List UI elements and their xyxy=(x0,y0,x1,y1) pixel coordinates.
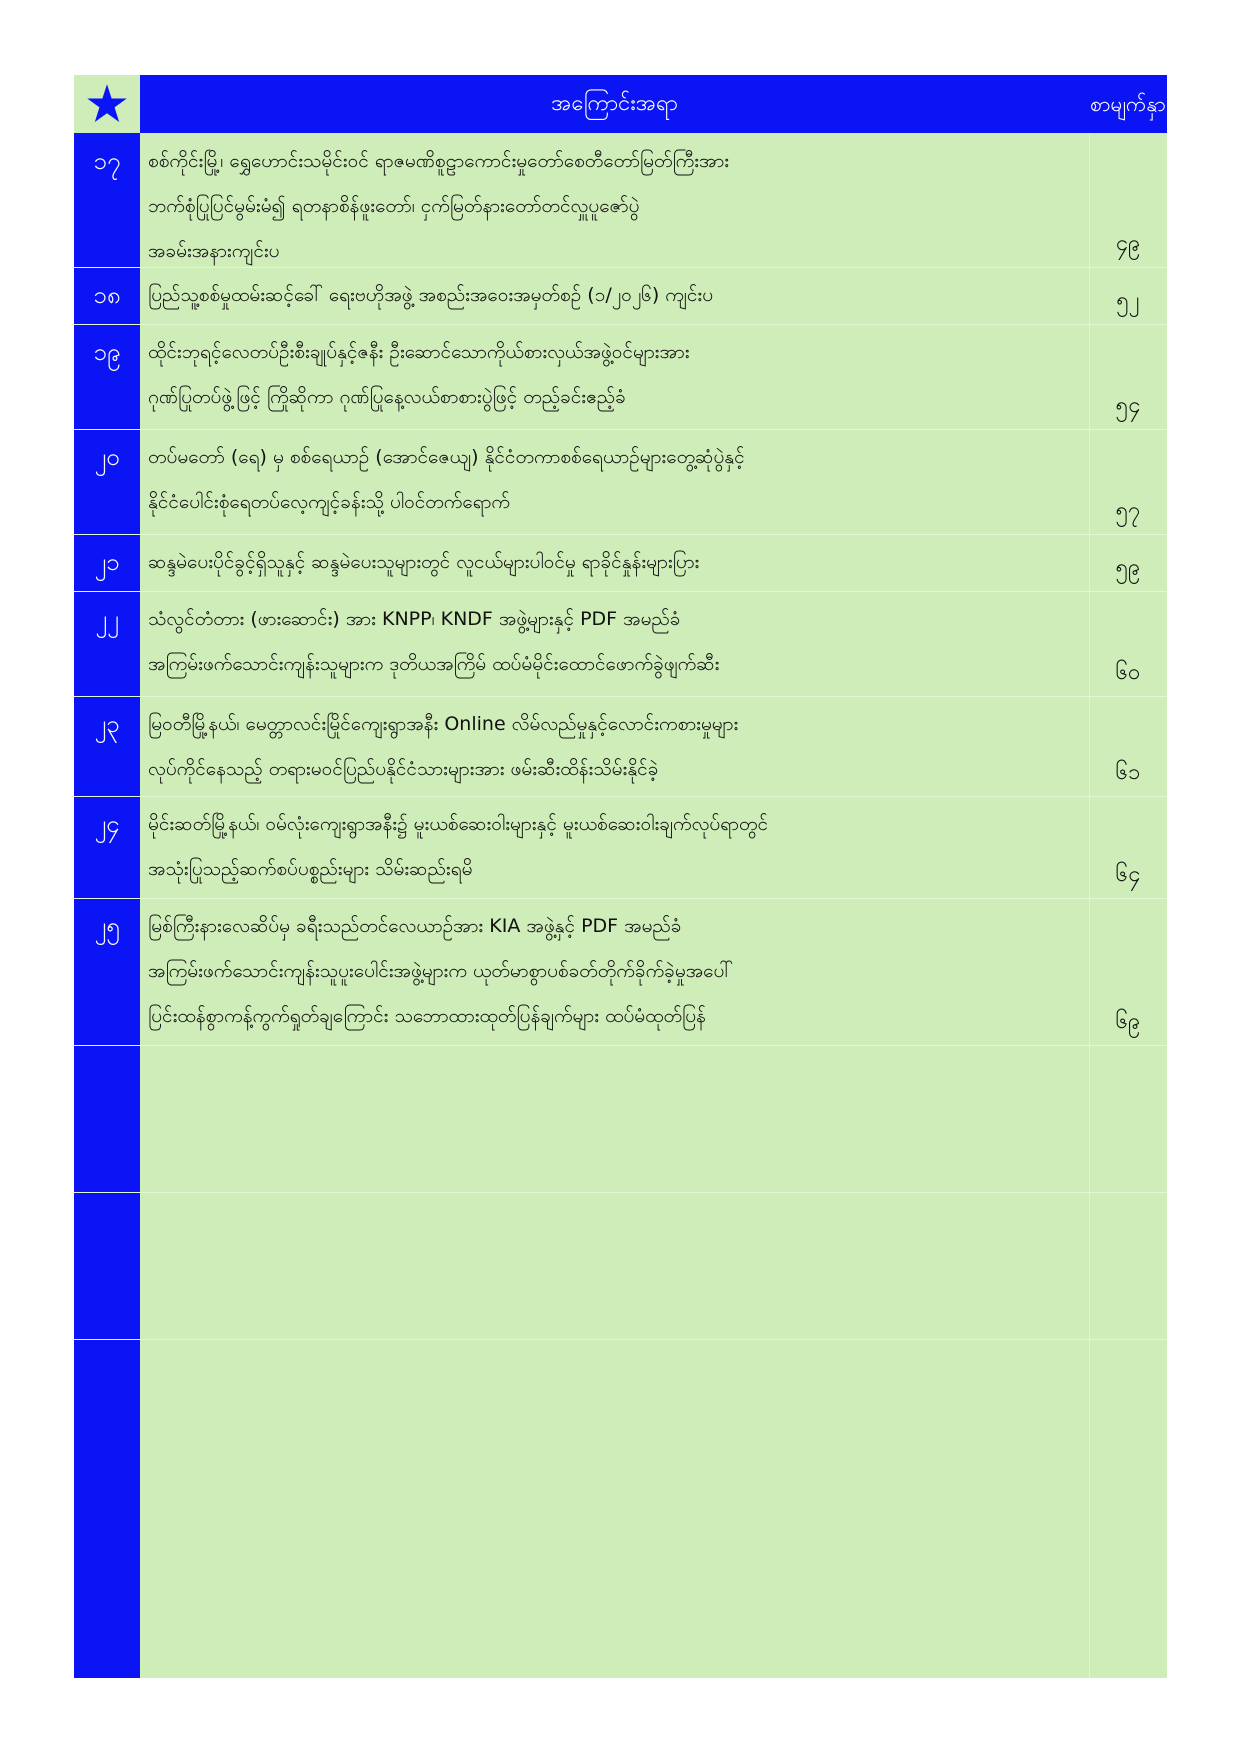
row-title: စစ်ကိုင်းမြို့၊ ရွှေဟောင်းသမိုင်းဝင် ရာဇမဏိစူဠာကောင်းမှုတော်စေတီတော်မြတ်ကြီးအား ဘက်စုံပြုပြင်မွမ်းမံ၍ ရတနာစိန်ဖူးတော်၊ ငှက်မြတ်နားတော်တင်လှူပူဇော်ပွဲ အခမ်းအနားကျင်းပ xyxy=(148,150,730,262)
row-page: ၆၉ xyxy=(1115,1009,1141,1034)
star-cell xyxy=(74,75,140,133)
toc-row xyxy=(74,133,1167,268)
toc-row xyxy=(74,324,1167,430)
row-number: ၂၁ xyxy=(94,548,120,576)
row-number: ၂၂ xyxy=(95,605,119,633)
toc-row xyxy=(74,429,1167,535)
row-number: ၁၉ xyxy=(93,338,121,366)
row-page: ၅၂ xyxy=(1116,288,1140,313)
row-title: ထိုင်းဘုရင့်လေတပ်ဦးစီးချုပ်နှင့်ဇနီး ဦးဆောင်သောကိုယ်စားလှယ်အဖွဲ့ဝင်များအား ဂုဏ်ပြုတပ်ဖွဲ့ဖြင့် ကြိုဆိုကာ ဂုဏ်ပြုနေ့လယ်စာစားပွဲဖြင့် တည့်ခင်းဧည့်ခံ xyxy=(148,341,690,408)
toc-row xyxy=(74,696,1167,797)
row-title: မြဝတီမြို့နယ်၊ မေတ္တာလင်းမြိုင်ကျေးရွာအနီး Online လိမ်လည်မှုနှင့်လောင်းကစားမှုများ လုပ်ကိုင်နေသည့် တရားမဝင်ပြည်ပနိုင်ငံသားများအား ဖမ်းဆီးထိန်းသိမ်းနိုင်ခဲ့ xyxy=(148,713,739,780)
row-number: ၂၀ xyxy=(94,443,120,471)
header-title: အကြောင်းအရာ xyxy=(551,91,678,116)
row-number: ၂၅ xyxy=(94,912,120,940)
row-title: မိုင်းဆတ်မြို့နယ်၊ ဝမ်လုံးကျေးရွာအနီး၌ မူးယစ်ဆေးဝါးများနှင့် မူးယစ်ဆေးဝါးချက်လုပ်ရာတွင် အသုံးပြုသည့်ဆက်စပ်ပစ္စည်းများ သိမ်းဆည်းရမိ xyxy=(148,813,768,880)
empty-row xyxy=(74,1192,1167,1340)
table-of-contents xyxy=(74,75,1167,1678)
header-page-label: စာမျက်နှာ xyxy=(1090,92,1166,116)
toc-header xyxy=(74,75,1167,133)
row-page: ၅၄ xyxy=(1115,393,1141,418)
row-page: ၅၉ xyxy=(1115,555,1141,580)
row-title: မြစ်ကြီးနားလေဆိပ်မှ ခရီးသည်တင်လေယာဉ်အား KIA အဖွဲ့နှင့် PDF အမည်ခံ အကြမ်းဖက်သောင်းကျန်းသူပူးပေါင်းအဖွဲ့များက ယုတ်မာစွာပစ်ခတ်တိုက်ခိုက်ခဲ့မှုအပေါ် ပြင်းထန်စွာကန့်ကွက်ရှုတ်ချကြောင်း သဘောထားထုတ်ပြန်ချက်များ ထပ်မံထုတ်ပြန် xyxy=(148,915,733,1027)
toc-row xyxy=(74,591,1167,697)
toc-row xyxy=(74,267,1167,325)
toc-row xyxy=(74,796,1167,899)
row-number: ၂၃ xyxy=(94,710,120,738)
row-page: ၄၉ xyxy=(1115,231,1141,256)
row-page: ၆၁ xyxy=(1115,760,1141,785)
empty-row xyxy=(74,1045,1167,1193)
toc-row xyxy=(74,898,1167,1046)
row-number: ၁၇ xyxy=(93,147,121,175)
row-page: ၆၄ xyxy=(1115,862,1141,887)
row-page: ၆၀ xyxy=(1115,660,1141,685)
toc-row xyxy=(74,534,1167,592)
row-page: ၅၇ xyxy=(1115,498,1141,523)
row-number: ၂၄ xyxy=(94,810,120,838)
star-icon xyxy=(86,83,128,125)
row-number: ၁၈ xyxy=(93,281,121,309)
row-title: သံလွင်တံတား (ဖားဆောင်း) အား KNPP၊ KNDF အဖွဲ့များနှင့် PDF အမည်ခံ အကြမ်းဖက်သောင်းကျန်းသူများက ဒုတိယအကြိမ် ထပ်မံမိုင်းထောင်ဖောက်ခွဲဖျက်ဆီး xyxy=(148,608,720,675)
row-title: တပ်မတော် (ရေ) မှ စစ်ရေယာဉ် (အောင်ဇေယျ) နိုင်ငံတကာစစ်ရေယာဉ်များတွေ့ဆုံပွဲနှင့် နိုင်ငံပေါင်းစုံရေတပ်လေ့ကျင့်ခန်းသို့ ပါဝင်တက်ရောက် xyxy=(148,446,745,513)
row-title: ပြည်သူ့စစ်မှုထမ်းဆင့်ခေါ် ရေးဗဟိုအဖွဲ့ အစည်းအဝေးအမှတ်စဉ် (၁/၂၀၂၆) ကျင်းပ xyxy=(148,284,714,306)
row-title: ဆန္ဒမဲပေးပိုင်ခွင့်ရှိသူနှင့် ဆန္ဒမဲပေးသူများတွင် လူငယ်များပါဝင်မှု ရာခိုင်နှုန်းများပြား xyxy=(148,551,700,573)
